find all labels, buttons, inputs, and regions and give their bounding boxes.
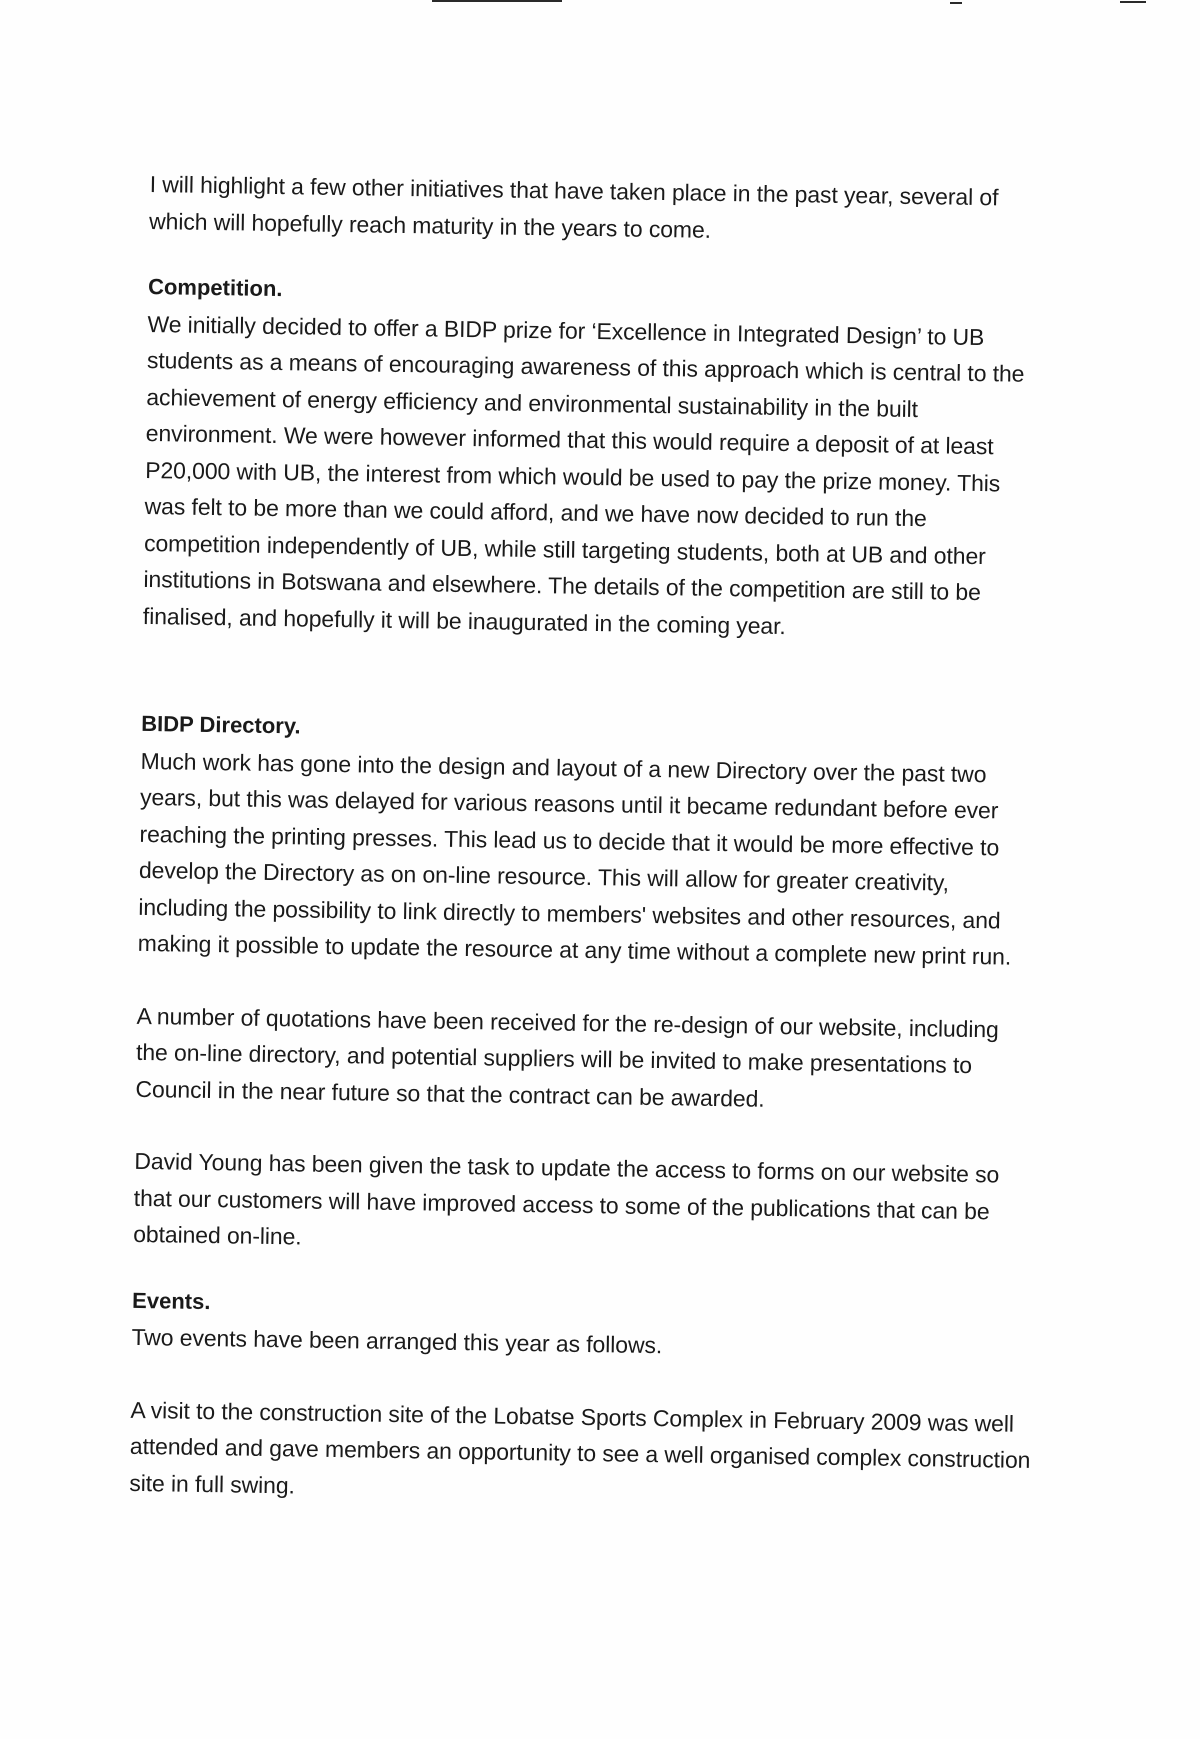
text-line: A visit to the construction site of the Lobatse Sports Complex in February 2009 was well xyxy=(130,1396,1015,1437)
scan-artifact-line xyxy=(432,0,562,2)
text-line: which will hopefully reach maturity in the years to come. xyxy=(148,207,712,243)
events-section xyxy=(129,1282,1112,1516)
text-line: develop the Directory as on on-line resource. This will allow for greater creativity, xyxy=(138,856,950,896)
text-line: was felt to be more than we could afford, and we have now decided to run the xyxy=(144,492,927,532)
text-line: site in full swing. xyxy=(129,1469,296,1498)
scan-artifact-mark xyxy=(1120,1,1146,3)
competition-section xyxy=(143,269,1129,649)
document-body xyxy=(129,166,1130,1516)
directory-paragraph-3 xyxy=(133,1143,1115,1268)
text-line: P20,000 with UB, the interest from which would be used to pay the prize money. This xyxy=(145,456,1001,496)
text-line: Much work has gone into the design and layout of a new Directory over the past two xyxy=(140,747,987,787)
text-line: We initially decided to offer a BIDP prize for ‘Excellence in Integrated Design’ to UB xyxy=(147,310,985,350)
text-line: A number of quotations have been received for the re-design of our website, including xyxy=(136,1002,999,1042)
text-line: the on-line directory, and potential suppliers will be invited to make presentations to xyxy=(135,1038,973,1079)
events-paragraph-2 xyxy=(129,1391,1111,1516)
text-line: students as a means of encouraging awareness of this approach which is central to the xyxy=(146,346,1025,387)
directory-paragraph-2 xyxy=(135,997,1117,1122)
text-line: I will highlight a few other initiatives that have taken place in the past year, several of xyxy=(149,170,999,211)
text-line: environment. We were however informed that this would require a deposit of at least xyxy=(145,419,994,460)
text-line: including the possibility to link directly to members' websites and other resources, and xyxy=(138,893,1001,933)
text-line: that our customers will have improved access to some of the publications that can be xyxy=(133,1184,990,1224)
text-line: achievement of energy efficiency and environmental sustainability in the built xyxy=(146,383,919,422)
text-line: finalised, and hopefully it will be inaugurated in the coming year. xyxy=(142,602,786,639)
text-line: years, but this was delayed for various reasons until it became redundant before ever xyxy=(139,783,999,824)
text-line: making it possible to update the resource at any time without a complete new print run. xyxy=(137,929,1012,970)
directory-heading: BIDP Directory. xyxy=(141,710,301,739)
events-heading: Events. xyxy=(131,1287,211,1314)
scan-artifact-mark xyxy=(950,2,962,4)
directory-paragraph-1 xyxy=(138,742,1121,976)
competition-paragraph xyxy=(143,305,1128,649)
intro-paragraph xyxy=(149,166,1130,254)
text-line: reaching the printing presses. This lead us to decide that it would be more effective to xyxy=(139,820,1000,860)
competition-heading: Competition. xyxy=(147,273,283,302)
text-line: David Young has been given the task to update the access to forms on our website so xyxy=(134,1147,1000,1188)
directory-section xyxy=(133,706,1121,1268)
text-line: Council in the near future so that the contract can be awarded. xyxy=(135,1075,765,1112)
text-line: Two events have been arranged this year as follows. xyxy=(131,1323,663,1359)
text-line: obtained on-line. xyxy=(133,1220,302,1250)
text-line: institutions in Botswana and elsewhere. The details of the competition are still to be xyxy=(143,565,981,606)
text-line: attended and gave members an opportunity to see a well organised complex construction xyxy=(129,1432,1031,1473)
text-line: competition independently of UB, while still targeting students, both at UB and other xyxy=(143,529,986,569)
